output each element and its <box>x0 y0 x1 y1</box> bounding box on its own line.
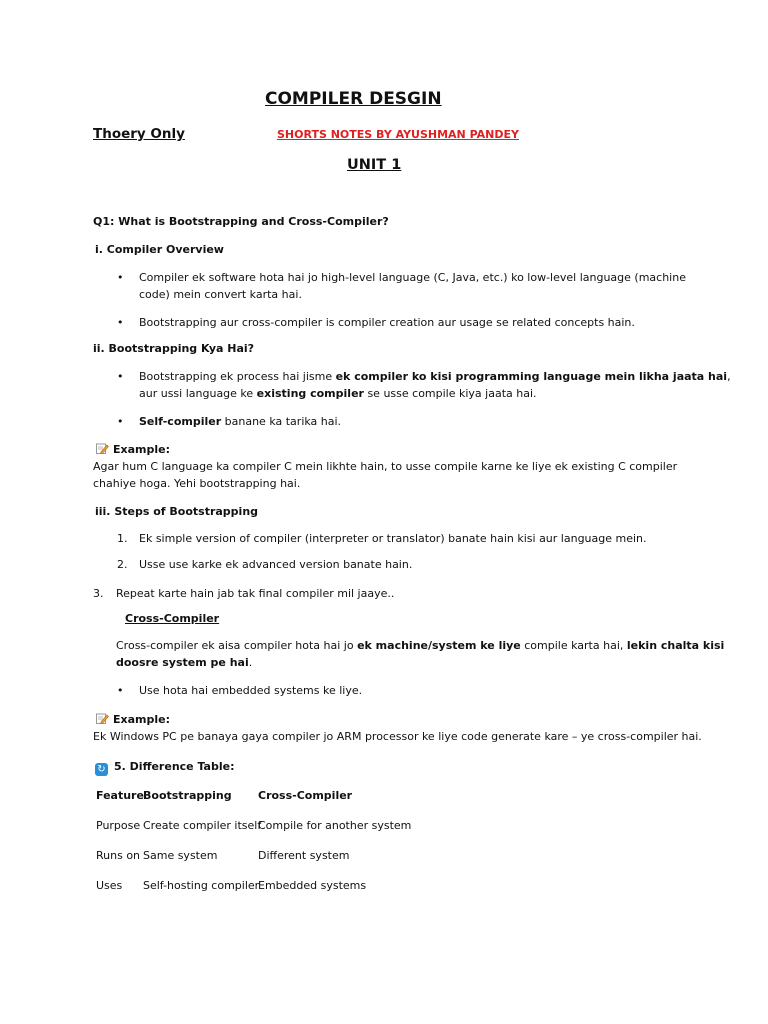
table-cell: Self-hosting compiler <box>143 879 260 892</box>
text-segment: compile karta hai, <box>520 639 627 652</box>
difference-heading: 5. Difference Table: <box>114 760 235 773</box>
text-segment: , <box>727 370 731 383</box>
example-1-line-2: chahiye hoga. Yehi bootstrapping hai. <box>93 477 301 490</box>
table-cell: Compile for another system <box>258 819 412 832</box>
bootstrapping-bullet-1-line-2 <box>139 385 537 402</box>
table-cell: Embedded systems <box>258 879 367 892</box>
memo-pencil-icon <box>96 712 109 723</box>
example-label: Example: <box>113 443 170 456</box>
example-1-label-row <box>96 441 170 458</box>
step-text: Repeat karte hain jab tak final compiler mil jaaye.. <box>116 587 395 600</box>
overview-bullet-2: Bootstrapping aur cross-compiler is compiler creation aur usage se related concepts hain. <box>139 316 635 329</box>
subtitle: Thoery Only <box>93 126 185 142</box>
table-header-cell: Feature <box>96 789 144 802</box>
bold-segment: ek compiler ko kisi programming language mein likha jaata hai <box>335 370 728 383</box>
difference-heading-row <box>95 758 234 776</box>
cross-compiler-heading: Cross-Compiler <box>125 612 220 625</box>
table-cell: Same system <box>143 849 218 862</box>
refresh-arrows-icon: ↻ <box>95 763 108 776</box>
table-header-cell: Bootstrapping <box>143 789 232 802</box>
bullet-dot-icon: • <box>117 271 124 284</box>
question-heading: Q1: What is Bootstrapping and Cross-Compiler? <box>93 215 389 228</box>
bullet-dot-icon: • <box>117 316 124 329</box>
bold-segment: doosre system pe hai <box>116 656 249 669</box>
memo-pencil-icon <box>96 442 109 453</box>
table-cell: Runs on <box>96 849 141 862</box>
example-1-line-1: Agar hum C language ka compiler C mein likhte hain, to usse compile karne ke liye ek existing C compiler <box>93 460 678 473</box>
text-segment: banane ka tarika hai. <box>221 415 342 428</box>
cross-compiler-line-1 <box>116 637 724 654</box>
text-segment: Bootstrapping ek process hai jisme <box>139 370 336 383</box>
table-header-cell: Cross-Compiler <box>258 789 353 802</box>
example-2-line: Ek Windows PC pe banaya gaya compiler jo ARM processor ke liye code generate kare – ye cross-compiler hai. <box>93 730 702 743</box>
notes-credit: SHORTS NOTES BY AYUSHMAN PANDEY <box>277 128 519 141</box>
bullet-dot-icon: • <box>117 684 124 697</box>
steps-heading: iii. Steps of Bootstrapping <box>95 505 259 518</box>
cross-compiler-bullet: Use hota hai embedded systems ke liye. <box>139 684 363 697</box>
table-cell: Purpose <box>96 819 141 832</box>
table-cell: Create compiler itself <box>143 819 262 832</box>
table-cell: Different system <box>258 849 350 862</box>
overview-bullet-1-line-1: Compiler ek software hota hai jo high-level language (C, Java, etc.) ko low-level language (machine <box>139 271 686 284</box>
table-cell: Uses <box>96 879 123 892</box>
text-segment: se usse compile kiya jaata hai. <box>363 387 537 400</box>
bootstrapping-bullet-1-line-1 <box>139 368 731 385</box>
unit-title: UNIT 1 <box>347 157 402 173</box>
bootstrapping-bullet-2 <box>139 413 341 430</box>
bootstrapping-heading: ii. Bootstrapping Kya Hai? <box>93 342 255 355</box>
overview-heading: i. Compiler Overview <box>95 243 224 256</box>
step-text: Ek simple version of compiler (interpreter or translator) banate hain kisi aur language mein. <box>139 532 647 545</box>
step-text: Usse use karke ek advanced version banate hain. <box>139 558 413 571</box>
example-label: Example: <box>113 713 170 726</box>
document-title: COMPILER DESGIN <box>265 89 442 109</box>
text-segment: Cross-compiler ek aisa compiler hota hai jo <box>116 639 358 652</box>
bold-segment: lekin chalta kisi <box>626 639 725 652</box>
bold-segment: existing compiler <box>256 387 364 400</box>
example-2-label-row <box>96 711 170 728</box>
bold-segment: Self-compiler <box>139 415 222 428</box>
overview-bullet-1-line-2: code) mein convert karta hai. <box>139 288 302 301</box>
text-segment: . <box>248 656 253 669</box>
text-segment: aur ussi language ke <box>139 387 257 400</box>
bullet-dot-icon: • <box>117 370 124 383</box>
step-number: 1. <box>117 532 128 545</box>
bullet-dot-icon: • <box>117 415 124 428</box>
step-number: 3. <box>93 587 104 600</box>
step-number: 2. <box>117 558 128 571</box>
cross-compiler-line-2 <box>116 654 252 671</box>
bold-segment: ek machine/system ke liye <box>357 639 521 652</box>
